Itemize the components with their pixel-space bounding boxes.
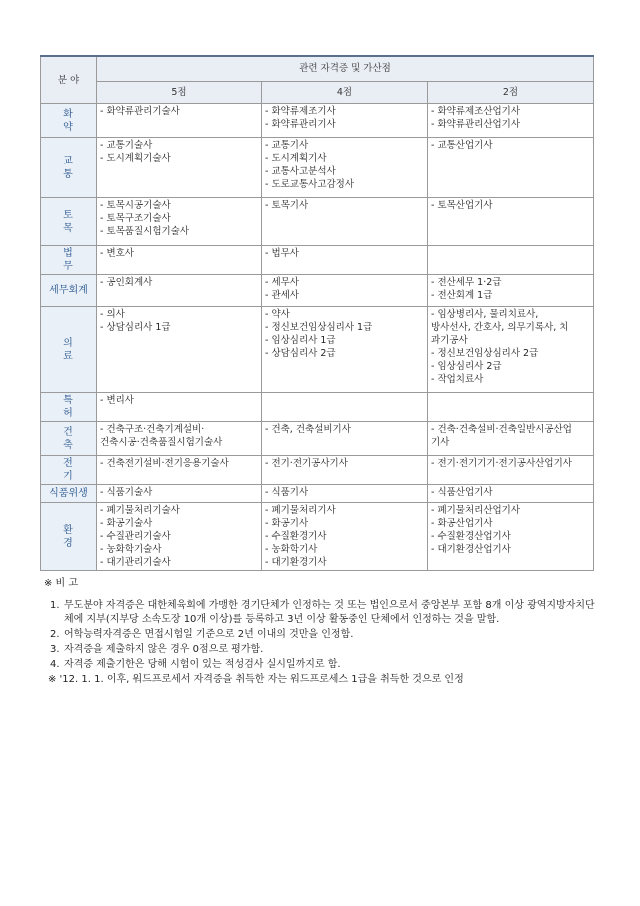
certificate-item: - 도시계획기술사	[100, 153, 171, 164]
field-cell: 세무회계	[41, 275, 97, 307]
certificate-item: - 임상병리사, 물리치료사,	[431, 309, 539, 320]
points-5-cell	[97, 138, 262, 198]
certificate-item: - 변리사	[100, 395, 134, 406]
field-cell: 전 기	[41, 456, 97, 485]
table-row	[41, 485, 594, 503]
certificate-item: 과기공사	[431, 335, 468, 346]
certificate-item: - 교통기사	[265, 140, 309, 151]
certificate-item: - 건축구조·건축기계설비·	[100, 424, 205, 435]
points-2-cell	[428, 198, 594, 246]
points-2-cell	[428, 456, 594, 485]
points-2-cell	[428, 503, 594, 571]
certificate-item: - 화약류관리기사	[265, 119, 336, 130]
certificate-item: - 세무사	[265, 277, 299, 288]
certificate-item: - 약사	[265, 309, 290, 320]
certificate-item: - 대기환경산업기사	[431, 544, 511, 555]
points-5-cell	[97, 198, 262, 246]
field-cell: 환 경	[41, 503, 97, 571]
certificate-item: - 교통기술사	[100, 140, 153, 151]
points-4-cell	[262, 393, 428, 422]
certificate-item: - 전기·전기기기·전기공사산업기사	[431, 458, 572, 469]
certificate-item: 건축시공·건축품질시험기술사	[100, 437, 223, 448]
table-row	[41, 246, 594, 275]
notes-list	[44, 599, 604, 672]
points-4-cell	[262, 138, 428, 198]
certificate-item: - 화약류제조기사	[265, 106, 336, 117]
certificate-item: - 화공기술사	[100, 518, 153, 529]
points-5-cell	[97, 393, 262, 422]
points-4-cell	[262, 198, 428, 246]
field-cell: 교 통	[41, 138, 97, 198]
certificate-item: - 정신보건임상심리사 1급	[265, 322, 373, 333]
certificate-item: - 화약류관리기술사	[100, 106, 180, 117]
table-row	[41, 503, 594, 571]
certificate-item: - 상담심리사 1급	[100, 322, 171, 333]
points-5-cell	[97, 456, 262, 485]
certificate-item: - 폐기물처리기술사	[100, 505, 180, 516]
note-number: 1.	[50, 600, 60, 611]
table-row	[41, 393, 594, 422]
certificate-item: - 화공산업기사	[431, 518, 493, 529]
certificate-item: - 대기환경기사	[265, 557, 327, 568]
table-row	[41, 275, 594, 307]
certificate-item: 기사	[431, 437, 450, 448]
certificate-item: - 토목구조기술사	[100, 213, 171, 224]
points-4-cell	[262, 503, 428, 571]
points-5-cell	[97, 485, 262, 503]
note-number: 3.	[50, 644, 60, 655]
note-item	[44, 599, 604, 627]
field-cell: 의 료	[41, 307, 97, 393]
points-2-cell	[428, 275, 594, 307]
notes-heading: ※ 비 고	[44, 578, 79, 589]
certificate-table	[40, 55, 594, 571]
certificate-item: - 작업치료사	[431, 374, 484, 385]
note-number: 4.	[50, 659, 60, 670]
col-4-points-header: 4점	[262, 81, 428, 103]
certificate-item: - 교통산업기사	[431, 140, 493, 151]
certificate-item: - 토목기사	[265, 200, 309, 211]
certificate-item: - 토목품질시험기술사	[100, 226, 190, 237]
points-5-cell	[97, 307, 262, 393]
certificate-item: - 임상심리사 2급	[431, 361, 502, 372]
points-2-cell	[428, 485, 594, 503]
certificate-item: - 의사	[100, 309, 125, 320]
col-5-points-header: 5점	[97, 81, 262, 103]
certificate-item: - 화약류관리산업기사	[431, 119, 521, 130]
points-4-cell	[262, 275, 428, 307]
certificate-item: - 식품기사	[265, 487, 309, 498]
note-item	[44, 628, 604, 642]
certificate-item: - 도시계획기사	[265, 153, 327, 164]
certificate-item: - 교통사고분석사	[265, 166, 336, 177]
certificate-item: - 공인회계사	[100, 277, 153, 288]
certificate-item: - 수질환경기사	[265, 531, 327, 542]
note-text: 무도분야 자격증은 대한체육회에 가맹한 경기단체가 인정하는 것 또는 법인으로서 중앙본부 포함 8개 이상 광역지방자치단체에 지부(지부당 소속도장 10개 이상)를 등록하고 3년 이상 활동중인 단체에서 인정하는 것을 말함.	[64, 600, 595, 625]
points-4-cell	[262, 307, 428, 393]
certificate-item: - 수질환경산업기사	[431, 531, 511, 542]
points-2-cell	[428, 138, 594, 198]
certificate-item: - 임상심리사 1급	[265, 335, 336, 346]
certificate-item: - 대기관리기술사	[100, 557, 171, 568]
certificate-item: - 화공기사	[265, 518, 309, 529]
certificate-item: - 전기·전기공사기사	[265, 458, 348, 469]
group-header: 관련 자격증 및 가산점	[97, 56, 594, 81]
certificate-item: - 식품기술사	[100, 487, 153, 498]
certificate-item: - 토목시공기술사	[100, 200, 171, 211]
certificate-item: - 정신보건임상심리사 2급	[431, 348, 539, 359]
certificate-item: - 법무사	[265, 248, 299, 259]
points-4-cell	[262, 104, 428, 138]
certificate-item: - 건축·건축설비·건축일반시공산업	[431, 424, 572, 435]
note-text: 자격증을 제출하지 않은 경우 0점으로 평가함.	[64, 644, 264, 655]
points-5-cell	[97, 422, 262, 456]
points-4-cell	[262, 422, 428, 456]
certificate-item: - 관세사	[265, 290, 299, 301]
notes-section	[44, 577, 604, 687]
certificate-item: - 농화학기사	[265, 544, 318, 555]
field-cell: 특 허	[41, 393, 97, 422]
table-row	[41, 198, 594, 246]
points-5-cell	[97, 275, 262, 307]
field-cell: 화 약	[41, 104, 97, 138]
note-text: 자격증 제출기한은 당해 시험이 있는 적성검사 실시일까지로 함.	[64, 659, 341, 670]
table-row	[41, 422, 594, 456]
points-5-cell	[97, 104, 262, 138]
note-item	[44, 643, 604, 657]
certificate-item: - 건축, 건축설비기사	[265, 424, 351, 435]
certificate-item: - 식품산업기사	[431, 487, 493, 498]
points-2-cell	[428, 393, 594, 422]
certificate-item: - 토목산업기사	[431, 200, 493, 211]
certificate-item: 방사선사, 간호사, 의무기록사, 치	[431, 322, 569, 333]
certificate-item: - 상담심리사 2급	[265, 348, 336, 359]
field-cell: 토 목	[41, 198, 97, 246]
field-cell: 건 축	[41, 422, 97, 456]
note-item	[44, 658, 604, 672]
points-5-cell	[97, 246, 262, 275]
certificate-item: - 전산세무 1·2급	[431, 277, 502, 288]
points-2-cell	[428, 422, 594, 456]
col-2-points-header: 2점	[428, 81, 594, 103]
field-cell: 법 무	[41, 246, 97, 275]
certificate-item: - 화약류제조산업기사	[431, 106, 521, 117]
points-5-cell	[97, 503, 262, 571]
certificate-item: - 도로교통사고감정사	[265, 179, 355, 190]
field-cell: 식품위생	[41, 485, 97, 503]
points-4-cell	[262, 246, 428, 275]
points-2-cell	[428, 104, 594, 138]
certificate-item: - 폐기물처리기사	[265, 505, 336, 516]
certificate-item: - 수질관리기술사	[100, 531, 171, 542]
table-row	[41, 138, 594, 198]
points-4-cell	[262, 485, 428, 503]
field-header: 분 야	[41, 56, 97, 104]
table-row	[41, 104, 594, 138]
points-4-cell	[262, 456, 428, 485]
note-text: 어학능력자격증은 면접시험일 기준으로 2년 이내의 것만을 인정함.	[64, 629, 354, 640]
certificate-item: - 폐기물처리산업기사	[431, 505, 521, 516]
table-row	[41, 456, 594, 485]
certificate-item: - 건축전기설비·전기응용기술사	[100, 458, 229, 469]
certificate-item: - 전산회계 1급	[431, 290, 493, 301]
certificate-item: - 변호사	[100, 248, 134, 259]
points-2-cell	[428, 246, 594, 275]
table-row	[41, 307, 594, 393]
note-extra: ※ '12. 1. 1. 이후, 워드프로세서 자격증을 취득한 자는 워드프로세스 1급을 취득한 것으로 인정	[48, 674, 464, 685]
points-2-cell	[428, 307, 594, 393]
note-number: 2.	[50, 629, 60, 640]
certificate-item: - 농화학기술사	[100, 544, 162, 555]
